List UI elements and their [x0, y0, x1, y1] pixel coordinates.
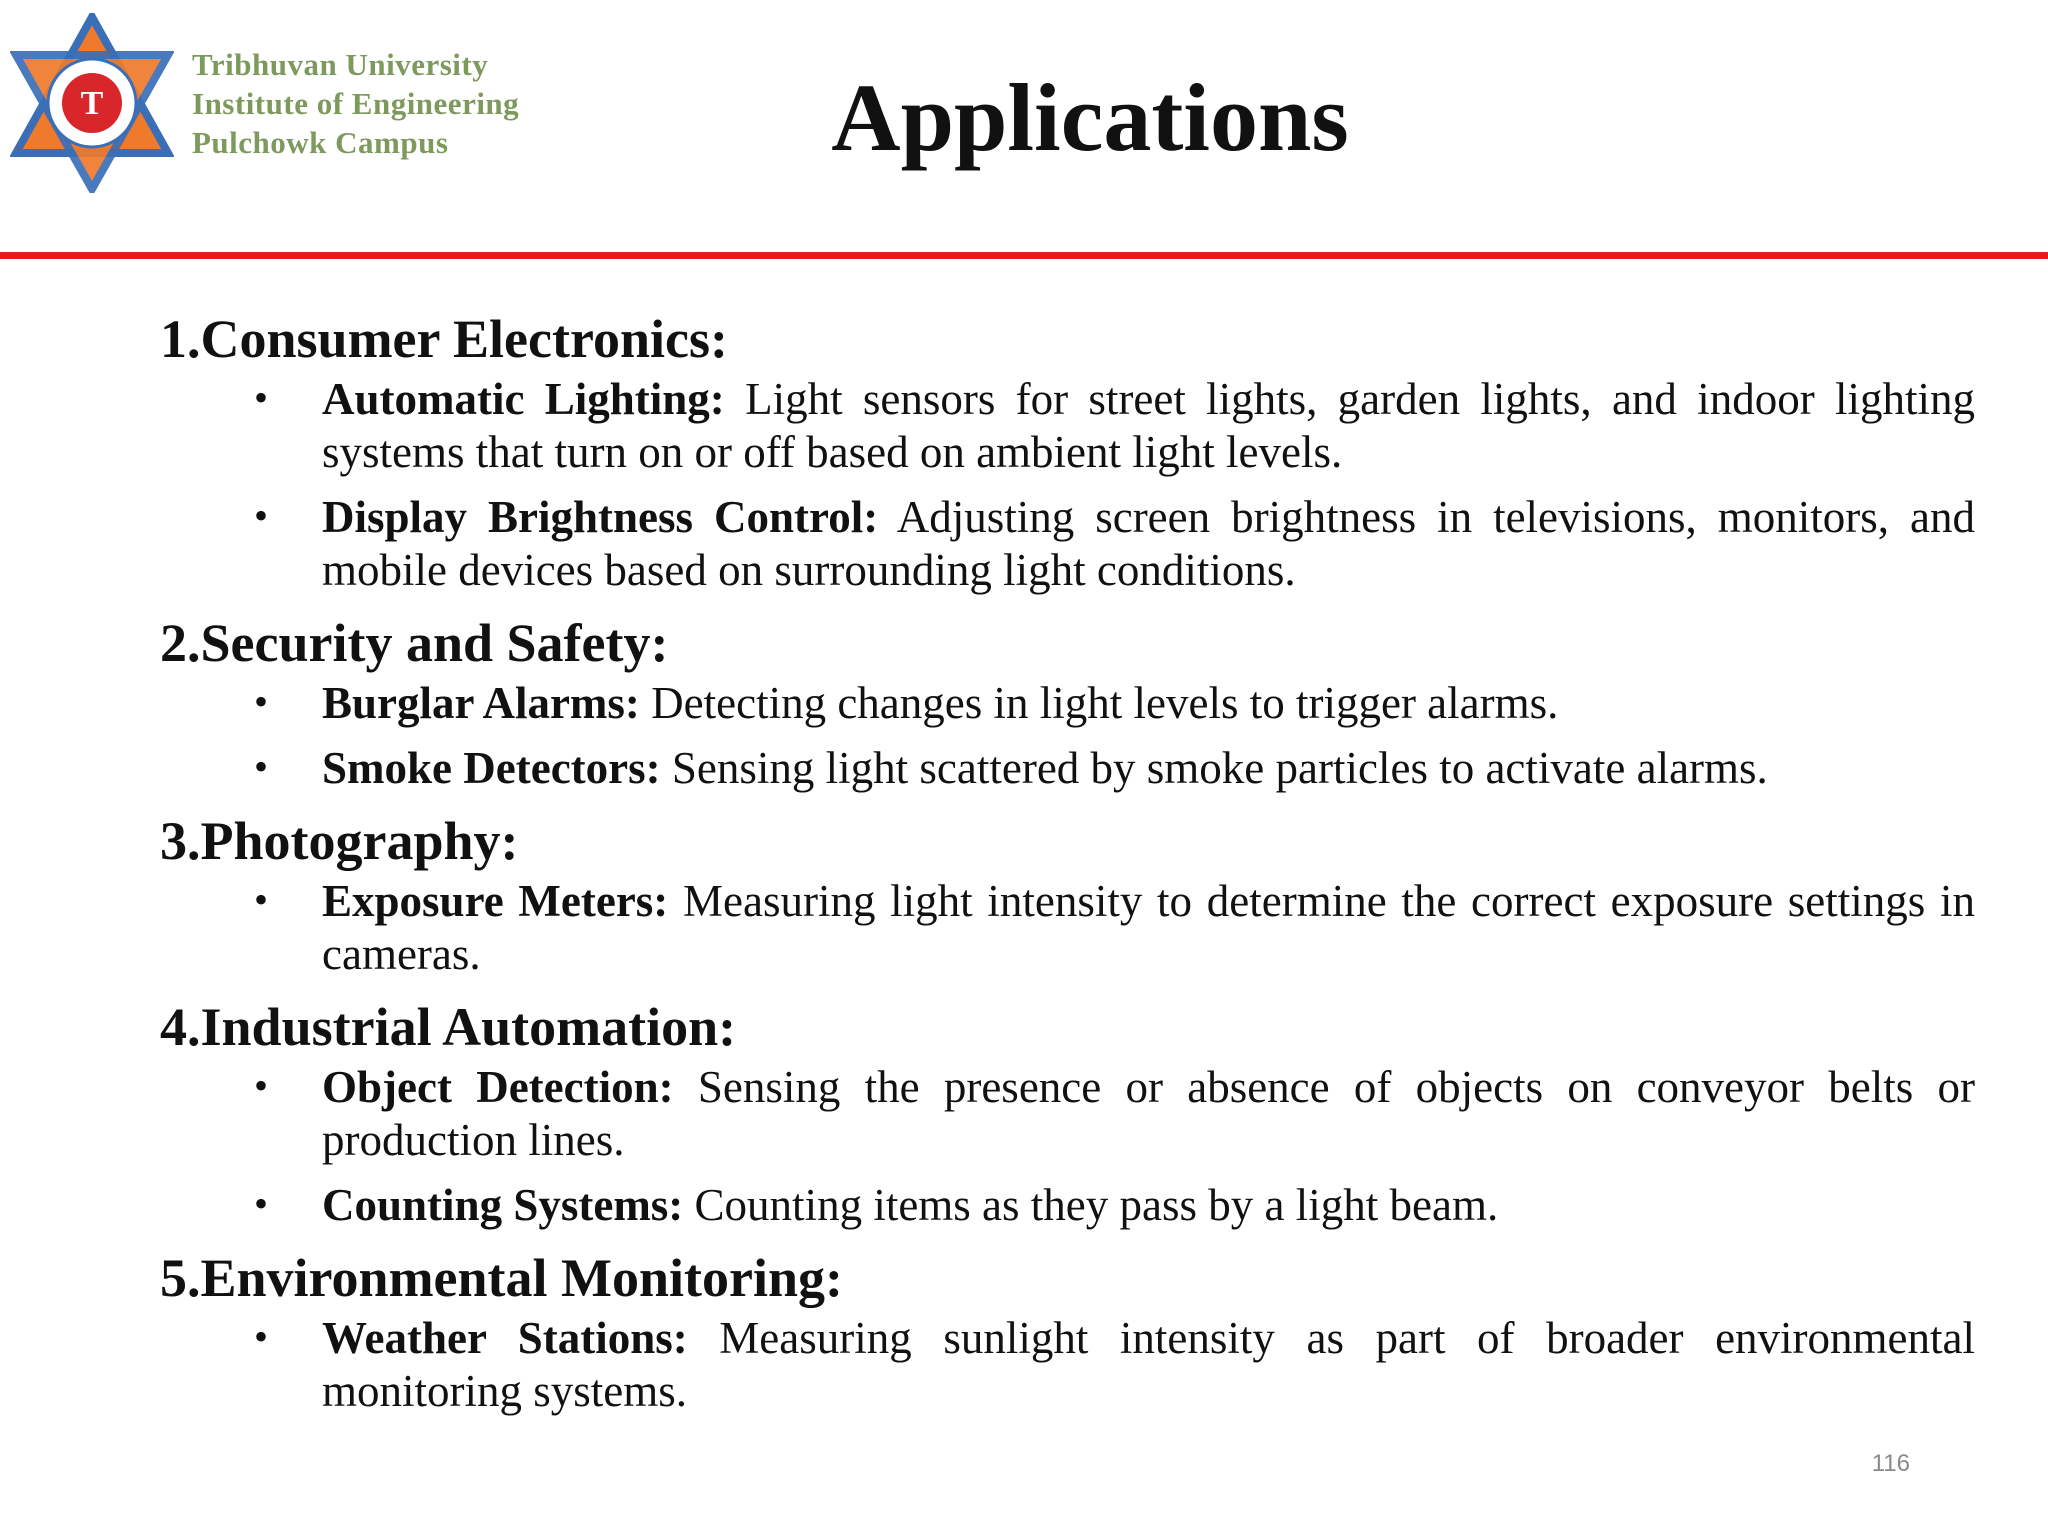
logo-line-university: Tribhuvan University — [192, 46, 489, 82]
bullet-icon: • — [254, 1314, 269, 1359]
section-heading: 1.Consumer Electronics: — [160, 309, 728, 369]
bullet-list — [160, 373, 1975, 597]
bullet-icon: • — [254, 744, 269, 789]
bullet-list — [160, 1312, 1975, 1418]
bullet-term: Display Brightness Control: — [322, 492, 879, 542]
university-logo — [10, 8, 610, 198]
bullet-icon: • — [254, 493, 269, 538]
list-item — [160, 491, 1975, 597]
bullet-text: Adjusting screen brightness in televisions, monitors, and mobile devices based on surrounding light conditions. — [322, 492, 1975, 595]
bullet-text: Measuring light intensity to determine the correct exposure settings in cameras. — [322, 876, 1975, 979]
bullet-icon: • — [254, 679, 269, 724]
section-heading: 3.Photography: — [160, 811, 519, 871]
list-item — [160, 677, 1975, 730]
list-item — [160, 373, 1975, 479]
bullet-icon: • — [254, 1181, 269, 1226]
bullet-term: Weather Stations: — [322, 1313, 688, 1363]
section-heading: 5.Environmental Monitoring: — [160, 1248, 844, 1308]
bullet-text: Sensing light scattered by smoke particles to activate alarms. — [660, 743, 1768, 793]
bullet-term: Counting Systems: — [322, 1180, 684, 1230]
list-item — [160, 1312, 1975, 1418]
bullet-list — [160, 875, 1975, 981]
slide-content — [160, 305, 1975, 1430]
bullet-term: Exposure Meters: — [322, 876, 669, 926]
bullet-text: Light sensors for street lights, garden lights, and indoor lighting systems that turn on or off based on ambient light levels. — [322, 374, 1976, 477]
list-item — [160, 1179, 1975, 1232]
bullet-text: Detecting changes in light levels to trigger alarms. — [639, 678, 1559, 728]
section-heading: 4.Industrial Automation: — [160, 997, 737, 1057]
slide-title: Applications — [831, 64, 1349, 171]
bullet-icon: • — [254, 877, 269, 922]
logo-line-campus: Pulchowk Campus — [192, 124, 449, 160]
university-name — [192, 45, 519, 162]
header-divider — [0, 252, 2048, 259]
list-item — [160, 742, 1975, 795]
university-emblem-icon — [10, 13, 174, 193]
bullet-text: Sensing the presence or absence of objects on conveyor belts or production lines. — [322, 1062, 1975, 1165]
list-item — [160, 1061, 1975, 1167]
page-number: 116 — [1871, 1450, 1910, 1477]
bullet-term: Burglar Alarms: — [322, 678, 640, 728]
bullet-icon: • — [254, 1063, 269, 1108]
bullet-text: Counting items as they pass by a light beam. — [683, 1180, 1499, 1230]
logo-line-institute: Institute of Engineering — [192, 85, 520, 121]
section-heading: 2.Security and Safety: — [160, 613, 669, 673]
bullet-list — [160, 677, 1975, 795]
svg-text:T: T — [80, 85, 104, 122]
bullet-list — [160, 1061, 1975, 1232]
bullet-term: Smoke Detectors: — [322, 743, 661, 793]
list-item — [160, 875, 1975, 981]
bullet-term: Automatic Lighting: — [322, 374, 725, 424]
bullet-icon: • — [254, 375, 269, 420]
bullet-text: Measuring sunlight intensity as part of broader environmental monitoring systems. — [322, 1313, 1975, 1416]
bullet-term: Object Detection: — [322, 1062, 674, 1112]
